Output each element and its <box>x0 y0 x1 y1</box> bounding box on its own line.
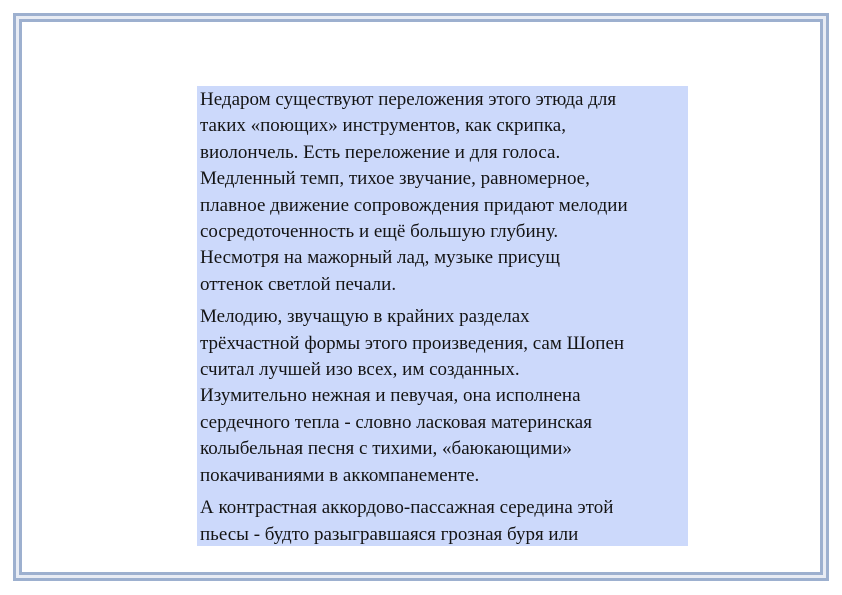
paragraph-3 <box>200 495 686 546</box>
text-line: плавное движение сопровождения придают мелодии <box>200 194 628 216</box>
text-line: Мелодию, звучащую в крайних разделах <box>200 306 530 328</box>
text-line: оттенок светлой печали. <box>200 273 397 295</box>
text-line: Медленный темп, тихое звучание, равномерное, <box>200 168 590 190</box>
text-block <box>197 86 688 546</box>
text-line: Несмотря на мажорный лад, музыке присущ <box>200 247 561 269</box>
text-line: считал лучшей изо всех, им созданных. <box>200 359 520 381</box>
text-line: А контрастная аккордово-пассажная середина этой <box>200 497 614 519</box>
text-line: сердечного тепла - словно ласковая материнская <box>200 411 592 433</box>
text-line: сосредоточенность и ещё большую глубину. <box>200 221 559 243</box>
text-line: колыбельная песня с тихими, «баюкающими» <box>200 438 572 460</box>
paragraph-1 <box>200 87 686 298</box>
text-line: Недаром существуют переложения этого этюда для <box>200 89 617 110</box>
text-line: трёхчастной формы этого произведения, сам Шопен <box>200 332 625 354</box>
paragraph-2 <box>200 304 686 489</box>
text-line: пьесы - будто разыгравшаяся грозная буря или <box>200 523 579 545</box>
text-line: таких «поющих» инструментов, как скрипка, <box>200 115 566 137</box>
text-line: Изумительно нежная и певучая, она исполнена <box>200 385 581 407</box>
text-line: виолончель. Есть переложение и для голоса. <box>200 141 561 163</box>
text-line: покачиваниями в аккомпанементе. <box>200 464 480 486</box>
